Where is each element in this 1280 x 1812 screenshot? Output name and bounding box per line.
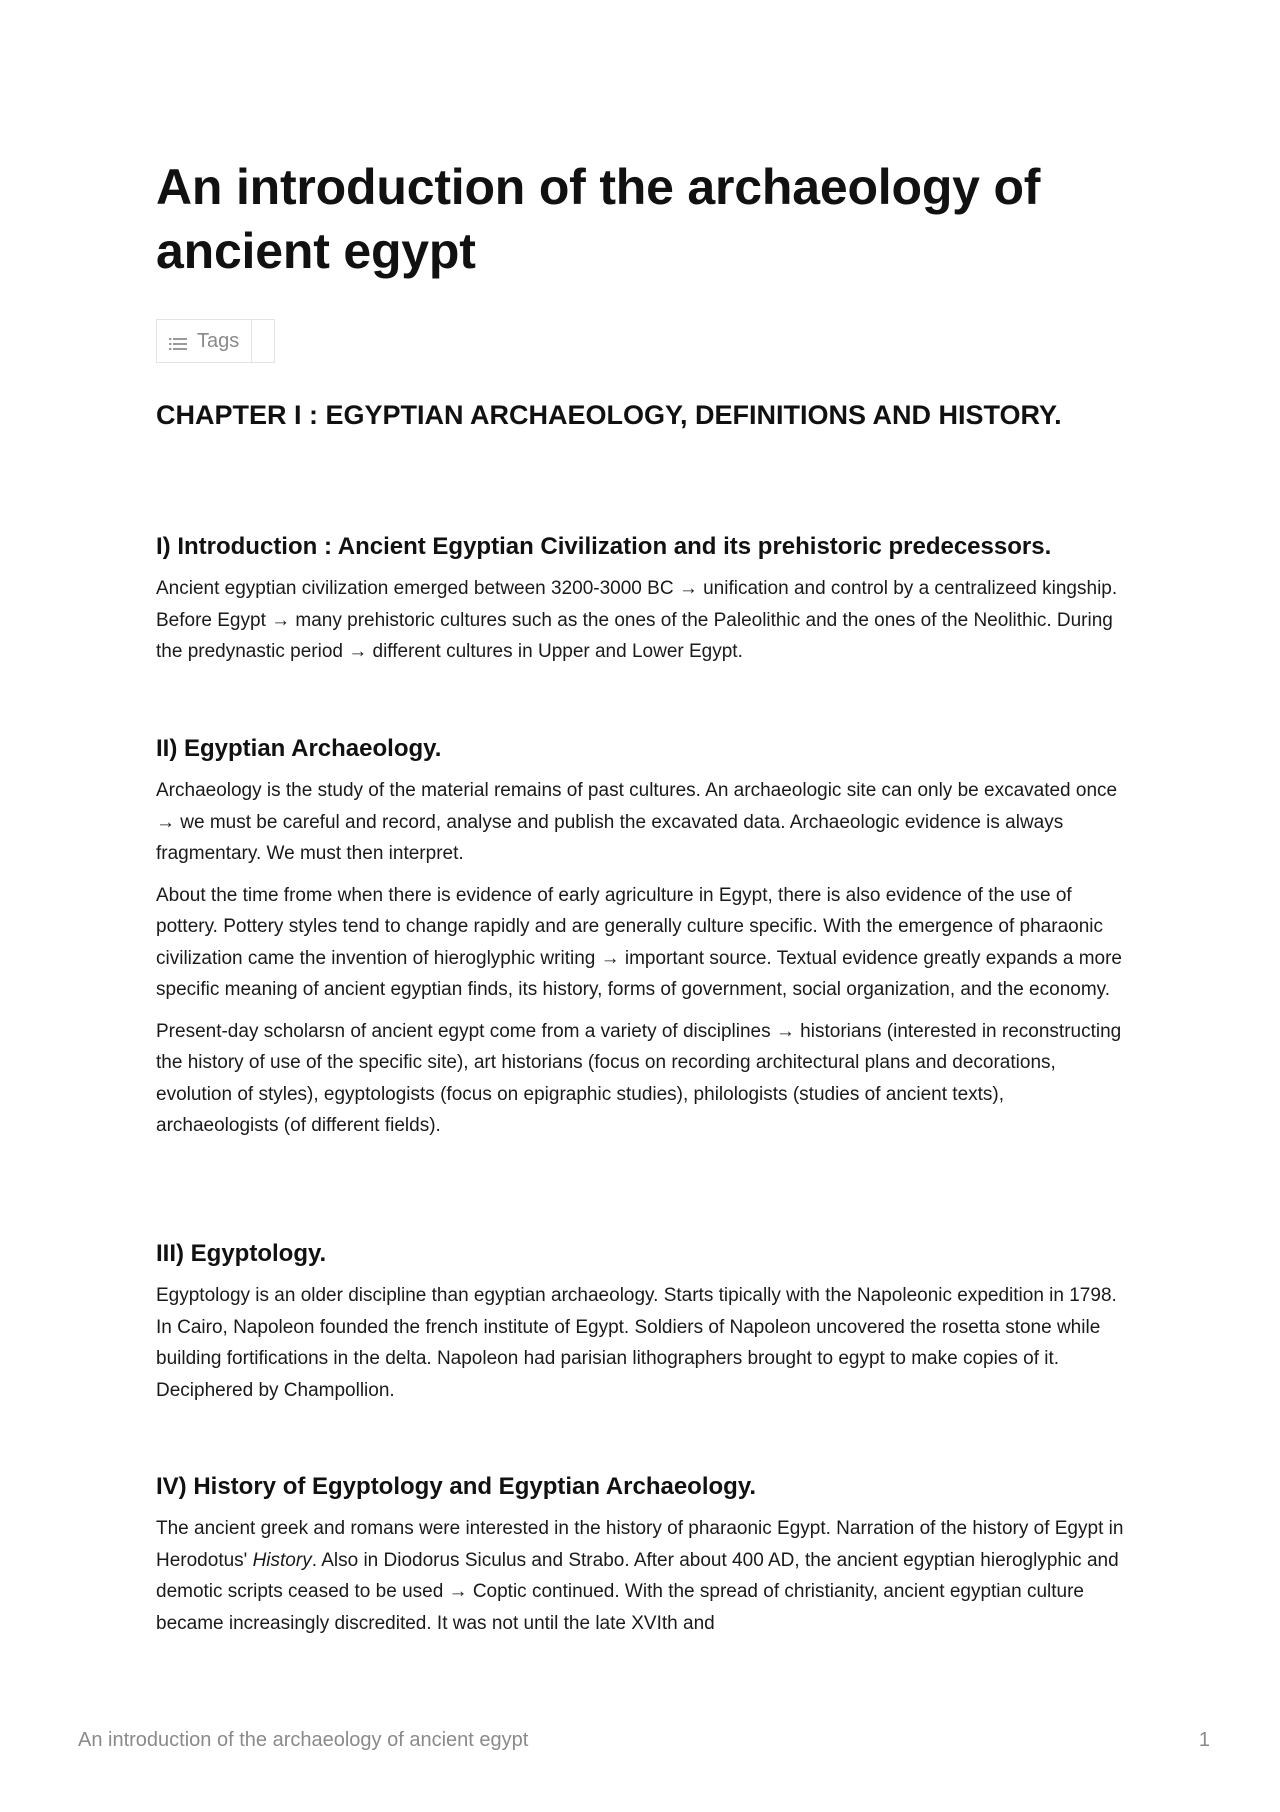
section-egyptology	[156, 1237, 1131, 1406]
section-introduction	[156, 530, 1131, 668]
paragraph: About the time frome when there is evidence of early agriculture in Egypt, there is also evidence of the use of pottery. Pottery styles tend to change rapidly and are generally culture specific. With the emergence of pharaonic civilization came the invention of hieroglyphic writing → important source. Textual evidence greatly expands a more specific meaning of ancient egyptian finds, its history, forms of government, social organization, and the economy.	[156, 884, 1122, 1000]
footer-page-number: 1	[1198, 1729, 1210, 1751]
paragraph-text: The ancient greek and romans were interested in the history of pharaonic Egypt. Narration of the history of Egypt in Herodotus'	[156, 1518, 1124, 1571]
paragraph: Egyptology is an older discipline than egyptian archaeology. Starts tipically with the Napoleonic expedition in 1798. In Cairo, Napoleon founded the french institute of Egypt. Soldiers of Napoleon uncovered the rosetta stone while building fortifications in the delta. Napoleon had parisian lithographers brought to egypt to make copies of it. Deciphered by Champollion.	[156, 1285, 1117, 1401]
section-history-of-egyptology	[156, 1470, 1131, 1639]
footer-title: An introduction of the archaeology of ancient egypt	[78, 1729, 529, 1751]
tags-property-label[interactable]	[156, 319, 251, 363]
paragraph: Ancient egyptian civilization emerged between 3200-3000 BC → unification and control by a centralizeed kingship. Before Egypt → many prehistoric cultures such as the ones of the Paleolithic and the ones of the Neolithic. During the predynastic period → different cultures in Upper and Lower Egypt.	[156, 578, 1118, 662]
italic-title: History	[252, 1549, 312, 1571]
section-heading: II) Egyptian Archaeology.	[156, 735, 442, 762]
section-heading: I) Introduction : Ancient Egyptian Civilization and its prehistoric predecessors.	[156, 533, 1052, 560]
section-heading: IV) History of Egyptology and Egyptian Archaeology.	[156, 1473, 757, 1500]
tags-value-cell[interactable]	[251, 319, 275, 363]
page-title: An introduction of the archaeology of ancient egypt	[156, 159, 1041, 279]
paragraph: Archaeology is the study of the material remains of past cultures. An archaeologic site can only be excavated once → we must be careful and record, analyse and publish the excavated data. Archaeologic evidence is always fragmentary. We must then interpret.	[156, 780, 1118, 864]
section-heading: III) Egyptology.	[156, 1240, 327, 1267]
paragraph-text: . Also in Diodorus Siculus and Strabo. After about 400 AD, the ancient egyptian hieroglyphic and demotic scripts ceased to be used → Coptic continued. With the spread of christianity, ancient egyptian culture became increasingly discredited. It was not until the late XVIth and	[156, 1549, 1119, 1634]
tags-property[interactable]	[156, 319, 275, 363]
section-egyptian-archaeology	[156, 732, 1131, 1142]
tags-label-text: Tags	[197, 329, 240, 352]
chapter-heading: CHAPTER I : EGYPTIAN ARCHAEOLOGY, DEFINITIONS AND HISTORY.	[156, 400, 1062, 430]
paragraph	[156, 1513, 1131, 1639]
list-icon	[169, 334, 187, 348]
paragraph: Present-day scholarsn of ancient egypt come from a variety of disciplines → historians (interested in reconstructing the history of use of the specific site), art historians (focus on recording architectural plans and decorations, evolution of styles), egyptologists (focus on epigraphic studies), philologists (studies of ancient texts), archaeologists (of different fields).	[156, 1020, 1122, 1136]
